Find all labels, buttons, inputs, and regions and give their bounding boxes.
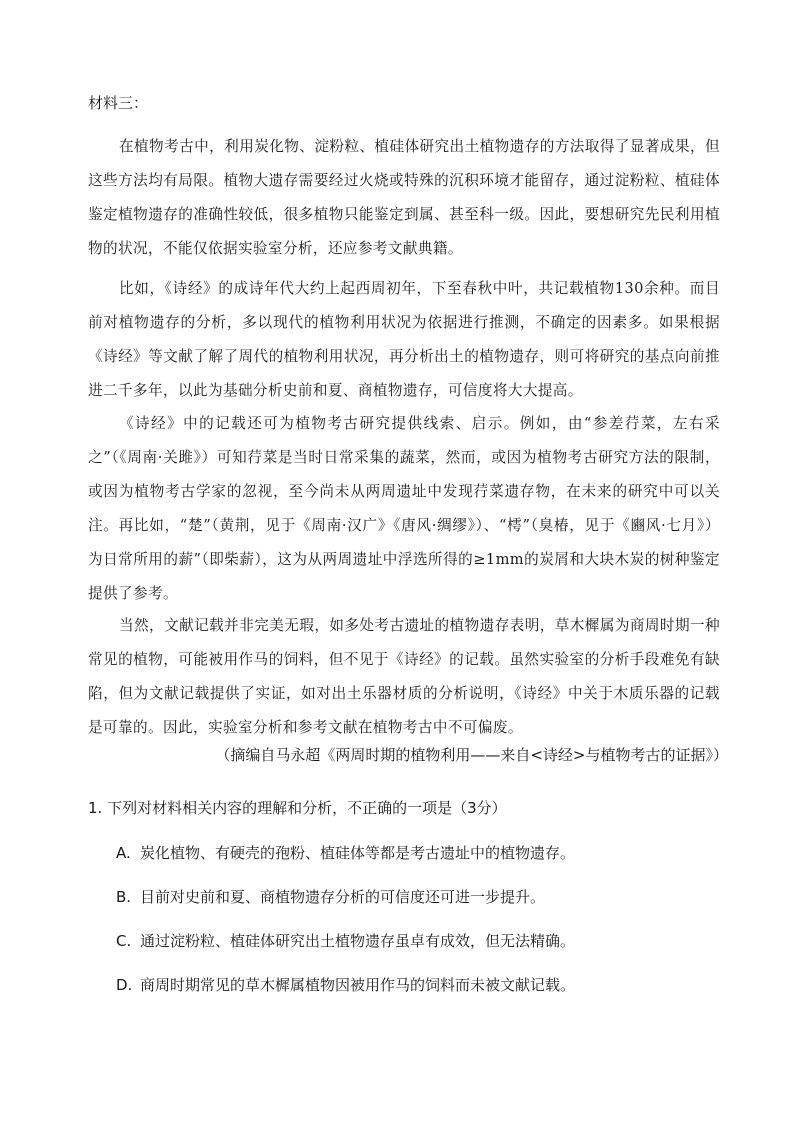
paragraph-2: 比如，《诗经》的成诗年代大约上起西周初年，下至春秋中叶，共记载植物130余种。而目前对植物遗存的分析，多以现代的植物利用状况为依据进行推测，不确定的因素多。如果根据《诗经》等文献了解了周代的植物利用状况，再分析出土的植物遗存，则可将研究的基点向前推进二千多年，以此为基础分析史前和夏、商植物遗存，可信度将大大提高。 [88,280,720,399]
option-letter: B. [116,888,132,906]
option-text: 通过淀粉粒、植硅体研究出土植物遗存虽卓有成效，但无法精确。 [140,932,576,950]
material-heading: 材料三： [88,94,149,112]
option-a [116,842,575,863]
question-stem: 1. 下列对材料相关内容的理解和分析，不正确的一项是（3分） [88,799,507,817]
option-text: 炭化植物、有硬壳的孢粉、植硅体等都是考古遗址中的植物遗存。 [140,844,576,862]
paragraph-1: 在植物考古中，利用炭化物、淀粉粒、植硅体研究出土植物遗存的方法取得了显著成果，但这些方法均有局限。植物大遗存需要经过火烧或特殊的沉积环境才能留存，通过淀粉粒、植硅体鉴定植物遗存的准确性较低，很多植物只能鉴定到属、甚至科一级。因此，要想研究先民利用植物的状况，不能仅依据实验室分析，还应参考文献典籍。 [88,138,720,257]
option-letter: A. [116,844,131,862]
source-citation: （摘编自马永超《两周时期的植物利用——来自<诗经>与植物考古的证据》） [215,746,728,764]
option-letter: C. [116,932,132,950]
option-text: 目前对史前和夏、商植物遗存分析的可信度还可进一步提升。 [140,888,546,906]
option-c [116,930,575,951]
option-d [116,974,575,995]
option-letter: D. [116,976,133,994]
option-text: 商周时期常见的草木樨属植物因被用作马的饲料而未被文献记载。 [140,976,576,994]
option-b [116,886,545,907]
paragraph-3: 《诗经》中的记载还可为植物考古研究提供线索、启示。例如，由“参差荇菜，左右采之”（《周南·关雎》）可知荇菜是当时日常采集的蔬菜，然而，或因为植物考古研究方法的限制，或因为植物考古学家的忽视，至今尚未从两周遗址中发现荇菜遗存物，在未来的研究中可以关注。再比如，“楚”（黄荆，见于《周南·汉广》《唐风·绸缪》）、“樗”（臭椿，见于《豳风·七月》）为日常所用的薪”（即柴薪），这为从两周遗址中浮选所得的≥1mm的炭屑和大块木炭的树种鉴定提供了参考。 [88,415,720,602]
paragraph-4: 当然，文献记载并非完美无瑕，如多处考古遗址的植物遗存表明，草木樨属为商周时期一种常见的植物，可能被用作马的饲料，但不见于《诗经》的记载。虽然实验室的分析手段难免有缺陷，但为文献记载提供了实证，如对出土乐器材质的分析说明，《诗经》中关于木质乐器的记载是可靠的。因此，实验室分析和参考文献在植物考古中不可偏废。 [88,617,720,736]
